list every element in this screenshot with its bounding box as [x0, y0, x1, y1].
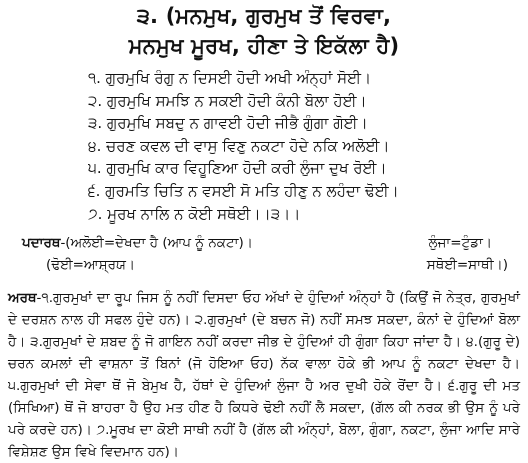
glossary-entry-left-2: (ਢੋਈ=ਆਸ਼੍ਰਯ।	[46, 257, 135, 274]
verse-line: ੩. ਗੁਰਮੁਖਿ ਸਬਦੁ ਨ ਗਾਵਈ ਹੋਦੀ ਜੀਭੈ ਗੁੰਗਾ ਗੋਈ।	[88, 114, 368, 133]
verse-line: ੪. ਚਰਣ ਕਵਲ ਦੀ ਵਾਸੁ ਵਿਣੁ ਨਕਟਾ ਹੋਦੇ ਨਕਿ ਅਲੋਈ।	[88, 136, 390, 155]
glossary-row-1	[6, 235, 522, 257]
verse-list	[88, 67, 522, 225]
glossary-entry-right-2: ਸਥੋਈ=ਸਾਥੀ।)	[426, 257, 508, 274]
glossary-label: ਪਦਾਰਥ	[22, 235, 61, 252]
meaning-paragraph	[6, 287, 522, 463]
verse-line: ੨. ਗੁਰਮੁਖਿ ਸਮਝਿ ਨ ਸਕਈ ਹੋਦੀ ਕੰਨੀ ਬੋਲਾ ਹੋਈ।	[88, 91, 367, 110]
verse-line: ੧. ਗੁਰਮੁਖਿ ਰੰਗੁ ਨ ਦਿਸਈ ਹੋਦੀ ਅਖੀ ਅੰਨ੍ਹਾਂ ਸੋਈ।	[88, 69, 372, 87]
glossary-entry-left	[22, 235, 253, 251]
title-line-2: ਮਨਮੁਖ ਮੂਰਖ, ਹੀਣਾ ਤੇ ਇਕੱਲਾ ਹੈ)	[128, 34, 400, 58]
glossary-entry-right: ਲੁੰਜਾ=ਟੁੰਡਾ।	[428, 235, 492, 252]
verse-line: ੫. ਗੁਰਮੁਖਿ ਕਾਰ ਵਿਹੂਣਿਆ ਹੋਦੀ ਕਰੀ ਲੁੰਜਾ ਦੁਖ ਰੋਈ।	[88, 159, 387, 178]
meaning-text: -੧.ਗੁਰਮੁਖਾਂ ਦਾ ਰੂਪ ਜਿਸ ਨੂੰ ਨਹੀਂ ਦਿਸਦਾ ਓਹ ਅੱਖਾਂ ਦੇ ਹੁੰਦਿਆਂ ਅੰਨ੍ਹਾਂ ਹੈ (ਕਿਉਂ ਜੋ ਨੇਤ੍ਰ, ਗੁਰਮੁਖਾਂ ਦੇ ਦਰਸ਼ਨ ਨਾਲ ਹੀ ਸਫਲ ਹੁੰਦੇ ਹਨ)। ੨.ਗੁਰਮੁਖਾਂ (ਦੇ ਬਚਨ ਜੋ) ਨਹੀਂ ਸਮਝ ਸਕਦਾ, ਕੰਨਾਂ ਦੇ ਹੁੰਦਿਆਂ ਬੋਲਾ ਹੈ। ੩.ਗੁਰਮੁਖਾਂ ਦੇ ਸ਼ਬਦ ਨੂੰ ਜੋ ਗਾਇਨ ਨਹੀਂ ਕਰਦਾ ਜੀਭ ਦੇ ਹੁੰਦਿਆਂ ਹੀ ਗੁੰਗਾ ਕਿਹਾ ਜਾਂਦਾ ਹੈ। ੪.(ਗੁਰੂ ਦੇ) ਚਰਨ ਕਮਲਾਂ ਦੀ ਵਾਸ਼ਨਾ ਤੋਂ ਬਿਨਾਂ (ਜੋ ਹੋਇਆ ਓਹ) ਨੱਕ ਵਾਲਾ ਹੋਕੇ ਭੀ ਆਪ ਨੂੰ ਨਕਟਾ ਦੇਖਦਾ ਹੈ। ੫.ਗੁਰਮੁਖਾਂ ਦੀ ਸੇਵਾ ਥੋਂ ਜੋ ਬੇਮੁਖ ਹੈ, ਹੱਥਾਂ ਦੇ ਹੁੰਦਿਆਂ ਲੁੰਜਾ ਹੈ ਅਰ ਦੁਖੀ ਹੋਕੇ ਰੋਂਦਾ ਹੈ। ੬.ਗੁਰੂ ਦੀ ਮਤ (ਸਿਖਿਆ) ਥੋਂ ਜੋ ਬਾਹਰਾ ਹੈ ਉਹ ਮਤ ਹੀਣ ਹੈ ਕਿਧਰੇ ਢੋਈ ਨਹੀਂ ਲੈ ਸਕਦਾ, (ਗੱਲ ਕੀ ਨਰਕ ਭੀ ਉਸ ਨੂੰ ਪਰੇ ਪਰੇ ਕਰਦੇ ਹਨ)। ੭.ਮੂਰਖ ਦਾ ਕੋਈ ਸਾਥੀ ਨਹੀਂ ਹੈ (ਗੱਲ ਕੀ ਅੰਨ੍ਹਾਂ, ਬੋਲਾ, ਗੁੰਗਾ, ਨਕਟਾ, ਲੁੰਜਾ ਆਦਿ ਸਾਰੇ ਵਿਸ਼ੇਸ਼ਣ ਉਸ ਵਿਖੇ ਵਿਦਮਾਨ ਹਨ)।	[8, 290, 520, 461]
glossary-row-2	[6, 257, 522, 279]
verse-line: ੬. ਗੁਰਮਤਿ ਚਿਤਿ ਨ ਵਸਈ ਸੋ ਮਤਿ ਹੀਣੁ ਨ ਲਹੰਦਾ ਢੋਈ।	[88, 181, 399, 200]
verse-line: ੭. ਮੂਰਖ ਨਾਲਿ ਨ ਕੋਈ ਸਥੋਈ।।੩।।	[88, 204, 301, 223]
meaning-label: ਅਰਥ	[8, 290, 37, 307]
section-title	[6, 0, 522, 61]
title-line-1: ੩. (ਮਨਮੁਖ, ਗੁਰਮੁਖ ਤੋਂ ਵਿਰਵਾ,	[136, 4, 392, 28]
glossary-text: -(ਅਲੋਈ=ਦੇਖਦਾ ਹੈ (ਆਪ ਨੂੰ ਨਕਟਾ)।	[60, 235, 253, 252]
